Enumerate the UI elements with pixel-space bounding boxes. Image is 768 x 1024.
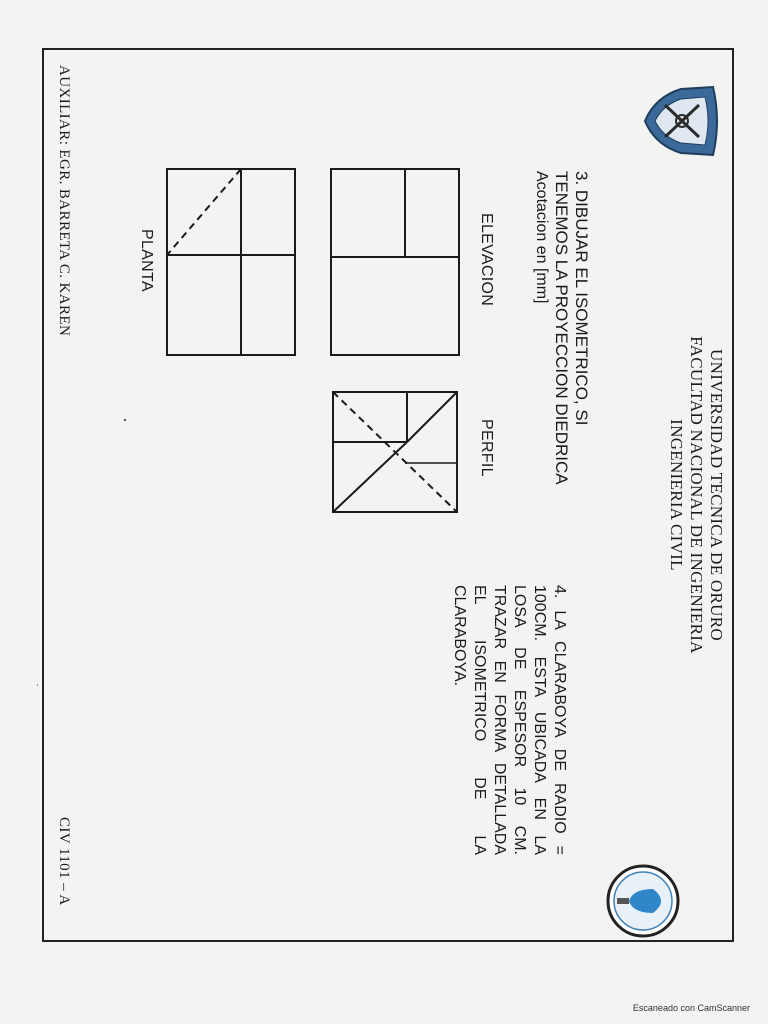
course-code: CIV 1101 – A: [56, 817, 72, 906]
career-name: INGENIERIA CIVIL: [667, 419, 686, 571]
ink-speck: [37, 684, 38, 686]
page-border: [43, 49, 733, 941]
university-name: UNIVERSIDAD TECNICA DE ORURO: [707, 349, 726, 641]
rotated-page: [37, 45, 737, 945]
exercise-3-statement: [531, 171, 591, 501]
elevation-view: [331, 169, 459, 355]
exercise-4-statement: 4. LA CLARABOYA DE RADIO = 100CM. ESTA UBICADA EN LA LOSA DE ESPESOR 10 CM. TRAZAR EN FORMA DETALLADA EL ISOMETRICO DE LA CLARABOYA.: [451, 585, 568, 855]
profile-label: PERFIL: [478, 419, 495, 477]
plan-view: [167, 169, 295, 355]
elevation-label: ELEVACION: [478, 213, 495, 307]
page-graphics: [37, 45, 737, 945]
profile-view: [333, 392, 457, 512]
exercise-3-units: Acotacion en [mm]: [533, 171, 550, 304]
faculty-name: FACULTAD NACIONAL DE INGENIERIA: [687, 336, 706, 654]
scanner-watermark: Escaneado con CamScanner: [632, 1003, 750, 1013]
auxiliar-name: AUXILIAR: EGR. BARRETA C. KAREN: [56, 65, 72, 337]
exercise-3-line-2: TENEMOS LA PROYECCION DIEDRICA: [552, 171, 571, 485]
exercise-3-line-1: 3. DIBUJAR EL ISOMETRICO, SI: [572, 171, 591, 426]
plan-label: PLANTA: [138, 229, 155, 292]
ink-speck: [124, 419, 126, 421]
